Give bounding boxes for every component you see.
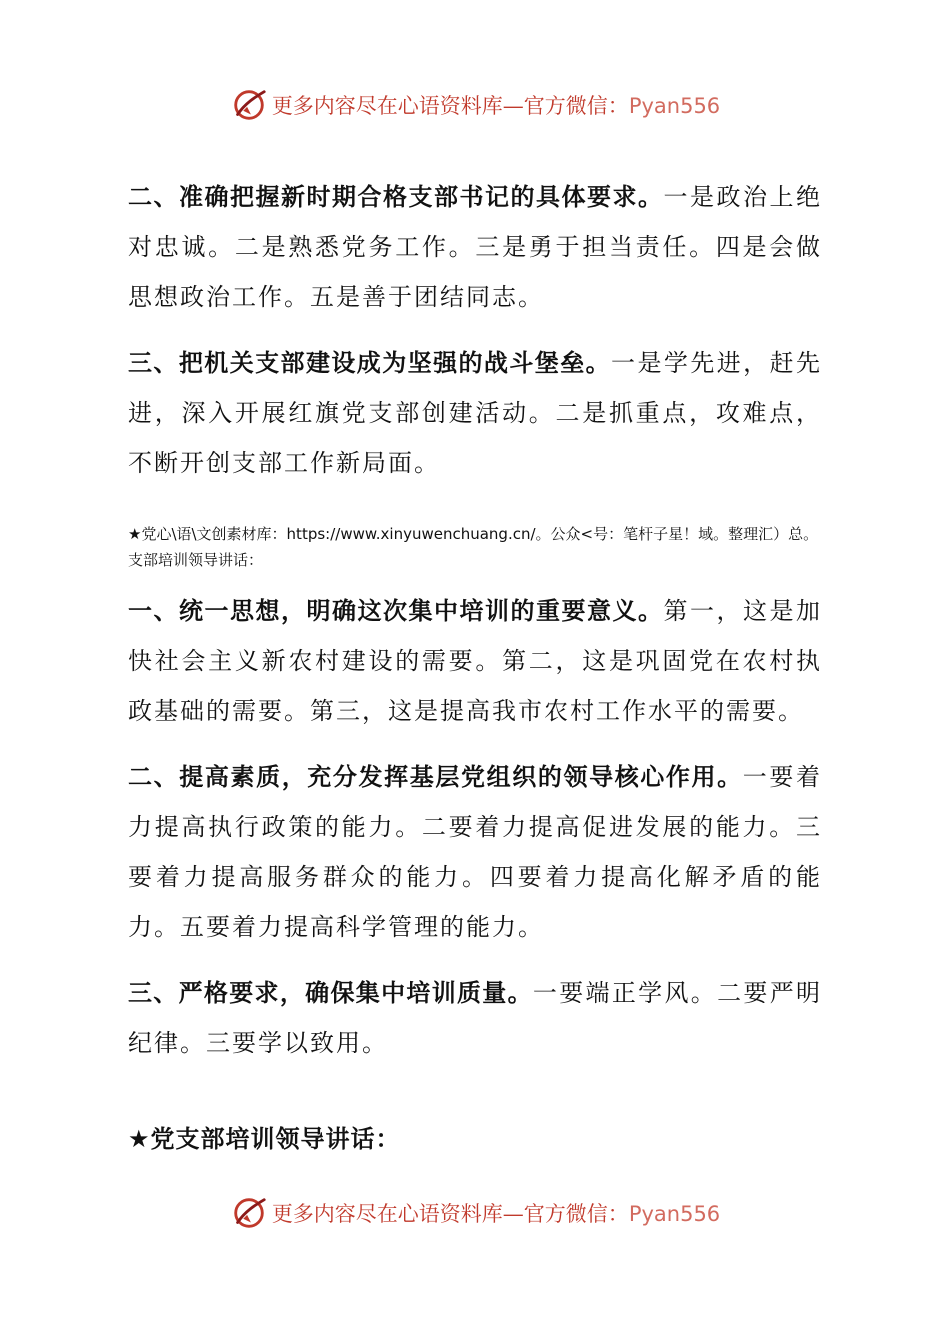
banner-text: 更多内容尽在心语资料库—官方微信：Pyan556 xyxy=(271,1202,721,1226)
footer-banner xyxy=(0,1188,950,1238)
paragraph-heading: 三、严格要求，确保集中培训质量。 xyxy=(128,979,533,1007)
paragraph-heading: 二、准确把握新时期合格支部书记的具体要求。 xyxy=(128,183,664,211)
paragraph xyxy=(128,968,822,1068)
banner-text: 更多内容尽在心语资料库—官方微信：Pyan556 xyxy=(271,94,721,118)
paragraph-heading: 二、提高素质，充分发挥基层党组织的领导核心作用。 xyxy=(128,763,743,791)
paragraph-heading: 三、把机关支部建设成为坚强的战斗堡垒。 xyxy=(128,349,612,377)
header-banner xyxy=(0,80,950,130)
wechat-id: Pyan556 xyxy=(628,94,721,118)
paragraph xyxy=(128,752,822,952)
paragraph-heading: 一、统一思想，明确这次集中培训的重要意义。 xyxy=(128,597,664,625)
paragraph-body: 一是学先进，赶先进，深入开展红旗党支部创建活动。二是抓重点，攻难点，不断开创支部工作新局面。 xyxy=(128,349,823,477)
section-heading: ★党支部培训领导讲话： xyxy=(128,1125,401,1153)
source-note: ★党心\语\文创素材库：https://www.xinyuwenchuang.cn/。公众<号：笔杆子星！域。整理汇）总。支部培训领导讲话： xyxy=(128,525,819,569)
paragraph xyxy=(128,172,822,322)
paragraph-body: 第一，这是加快社会主义新农村建设的需要。第二，这是巩固党在农村执政基础的需要。第三，这是提高我市农村工作水平的需要。 xyxy=(128,597,822,725)
paragraph xyxy=(128,586,822,736)
paragraph xyxy=(128,338,822,488)
paragraph-body: 一是政治上绝对忠诚。二是熟悉党务工作。三是勇于担当责任。四是会做思想政治工作。五是善于团结同志。 xyxy=(128,183,822,311)
logo-icon xyxy=(230,1194,268,1232)
paragraph-body: 一要端正学风。二要严明纪律。三要学以致用。 xyxy=(128,979,822,1057)
logo-icon xyxy=(230,86,268,124)
paragraph-body: 一要着力提高执行政策的能力。二要着力提高促进发展的能力。三要着力提高服务群众的能力。四要着力提高化解矛盾的能力。五要着力提高科学管理的能力。 xyxy=(128,763,823,941)
wechat-id: Pyan556 xyxy=(628,1202,721,1226)
